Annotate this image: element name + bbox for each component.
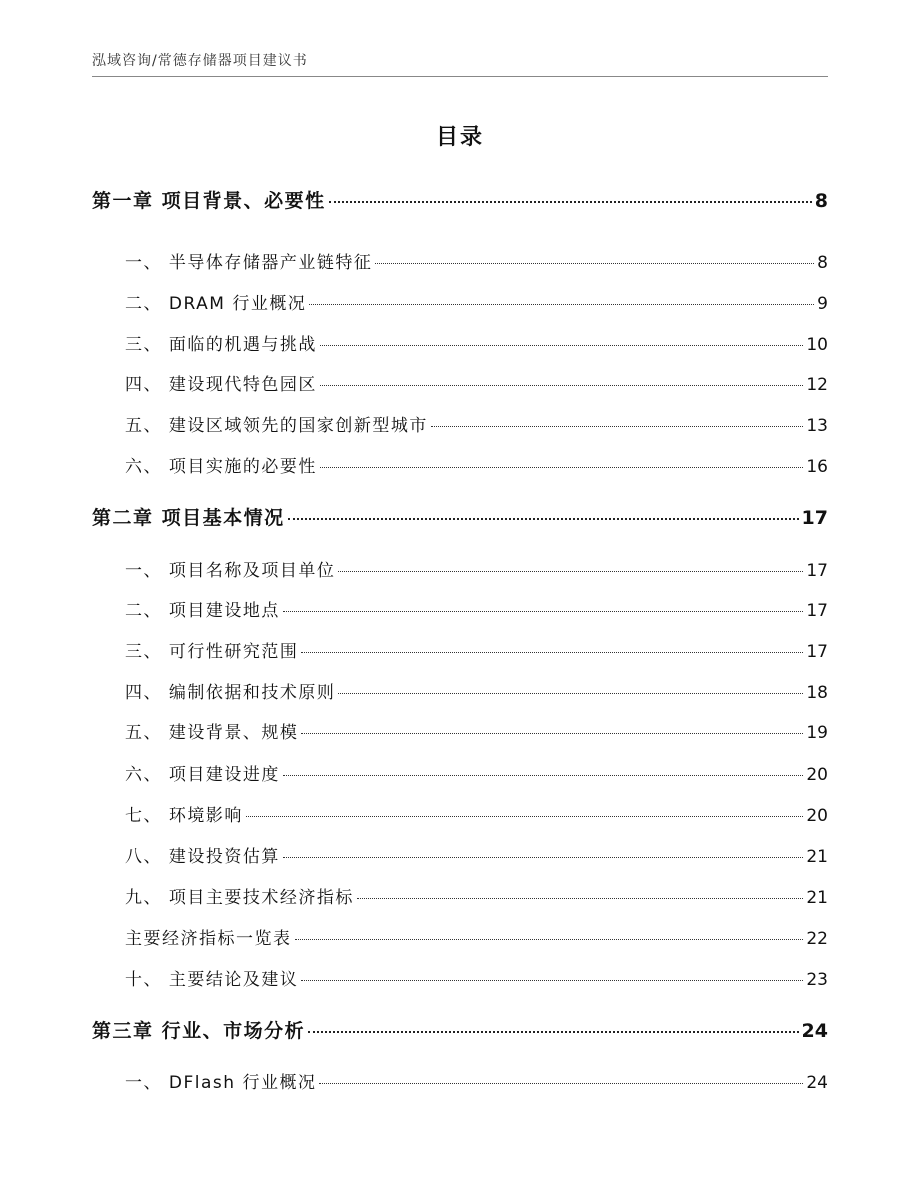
toc-dot-leader xyxy=(283,611,803,612)
toc-entry-label: 三、 可行性研究范围 xyxy=(125,642,299,662)
page-header: 泓域咨询/常德存储器项目建议书 xyxy=(92,53,308,69)
toc-entry-page-number: 20 xyxy=(806,806,828,826)
toc-dot-leader xyxy=(301,980,803,981)
toc-entry-page-number: 20 xyxy=(806,765,828,785)
toc-chapter-entry[interactable] xyxy=(92,1016,828,1043)
toc-entry-page-number: 24 xyxy=(806,1073,828,1093)
toc-section-entry[interactable] xyxy=(125,370,828,395)
toc-dot-leader xyxy=(320,385,803,386)
toc-section-entry[interactable] xyxy=(125,678,828,703)
toc-section-entry[interactable] xyxy=(125,801,828,826)
toc-entry-label: 一、 半导体存储器产业链特征 xyxy=(125,253,373,273)
toc-section-entry[interactable] xyxy=(125,637,828,662)
toc-section-entry[interactable] xyxy=(125,842,828,867)
toc-dot-leader xyxy=(375,263,814,264)
header-divider xyxy=(92,76,828,77)
toc-entry-page-number: 10 xyxy=(806,335,828,355)
toc-dot-leader xyxy=(301,733,803,734)
toc-section-entry[interactable] xyxy=(125,596,828,621)
toc-entry-label: 一、 DFlash 行业概况 xyxy=(125,1073,317,1093)
toc-entry-label: 二、 项目建设地点 xyxy=(125,601,280,621)
toc-dot-leader xyxy=(320,467,803,468)
toc-dot-leader xyxy=(431,426,803,427)
toc-chapter-entry[interactable] xyxy=(92,503,828,530)
toc-section-entry[interactable] xyxy=(125,760,828,785)
toc-dot-leader xyxy=(283,857,803,858)
toc-section-entry[interactable] xyxy=(125,883,828,908)
toc-entry-label: 三、 面临的机遇与挑战 xyxy=(125,335,317,355)
toc-dot-leader xyxy=(338,571,803,572)
toc-entry-label: 二、 DRAM 行业概况 xyxy=(125,294,307,314)
toc-dot-leader xyxy=(246,816,803,817)
toc-entry-label: 主要经济指标一览表 xyxy=(125,929,292,949)
toc-dot-leader xyxy=(320,345,803,346)
toc-entry-page-number: 22 xyxy=(806,929,828,949)
toc-dot-leader xyxy=(309,304,814,305)
toc-entry-page-number: 24 xyxy=(801,1020,828,1042)
toc-dot-leader xyxy=(301,652,803,653)
toc-section-entry[interactable] xyxy=(125,718,828,743)
toc-entry-page-number: 8 xyxy=(817,253,828,273)
toc-entry-page-number: 17 xyxy=(806,642,828,662)
toc-entry-label: 一、 项目名称及项目单位 xyxy=(125,561,336,581)
toc-entry-label: 五、 建设区域领先的国家创新型城市 xyxy=(125,416,428,436)
toc-entry-page-number: 19 xyxy=(806,723,828,743)
toc-dot-leader xyxy=(295,939,804,940)
toc-entry-page-number: 17 xyxy=(806,561,828,581)
toc-entry-page-number: 17 xyxy=(806,601,828,621)
toc-section-entry[interactable] xyxy=(125,248,828,273)
toc-entry-label: 第一章 项目背景、必要性 xyxy=(92,190,326,212)
toc-title: 目录 xyxy=(435,125,484,150)
toc-section-entry[interactable] xyxy=(125,411,828,436)
toc-entry-label: 九、 项目主要技术经济指标 xyxy=(125,888,354,908)
toc-dot-leader xyxy=(283,775,803,776)
toc-entry-page-number: 13 xyxy=(806,416,828,436)
toc-entry-page-number: 17 xyxy=(801,507,828,529)
toc-entry-label: 七、 环境影响 xyxy=(125,806,243,826)
toc-entry-label: 五、 建设背景、规模 xyxy=(125,723,299,743)
toc-dot-leader xyxy=(357,898,803,899)
toc-section-entry[interactable] xyxy=(125,965,828,990)
toc-chapter-entry[interactable] xyxy=(92,186,828,213)
toc-entry-label: 第三章 行业、市场分析 xyxy=(92,1020,306,1042)
toc-dot-leader xyxy=(338,693,803,694)
toc-entry-label: 第二章 项目基本情况 xyxy=(92,507,285,529)
toc-entry-page-number: 8 xyxy=(814,190,828,212)
toc-entry-page-number: 21 xyxy=(806,847,828,867)
toc-entry-label: 六、 项目实施的必要性 xyxy=(125,457,317,477)
toc-entry-label: 六、 项目建设进度 xyxy=(125,765,280,785)
toc-entry-page-number: 18 xyxy=(806,683,828,703)
toc-section-entry[interactable] xyxy=(125,330,828,355)
toc-section-entry[interactable] xyxy=(125,452,828,477)
toc-entry-page-number: 21 xyxy=(806,888,828,908)
toc-dot-leader xyxy=(308,1031,798,1033)
toc-dot-leader xyxy=(329,201,812,203)
toc-section-entry[interactable] xyxy=(125,1068,828,1093)
toc-entry-page-number: 23 xyxy=(806,970,828,990)
toc-entry-page-number: 16 xyxy=(806,457,828,477)
toc-section-entry[interactable] xyxy=(125,289,828,314)
toc-entry-page-number: 9 xyxy=(817,294,828,314)
toc-entry-label: 四、 建设现代特色园区 xyxy=(125,375,317,395)
toc-section-entry[interactable] xyxy=(125,924,828,949)
toc-dot-leader xyxy=(288,518,799,520)
toc-section-entry[interactable] xyxy=(125,556,828,581)
toc-entry-label: 四、 编制依据和技术原则 xyxy=(125,683,336,703)
toc-entry-page-number: 12 xyxy=(806,375,828,395)
toc-entry-label: 十、 主要结论及建议 xyxy=(125,970,299,990)
toc-dot-leader xyxy=(319,1083,803,1084)
toc-entry-label: 八、 建设投资估算 xyxy=(125,847,280,867)
